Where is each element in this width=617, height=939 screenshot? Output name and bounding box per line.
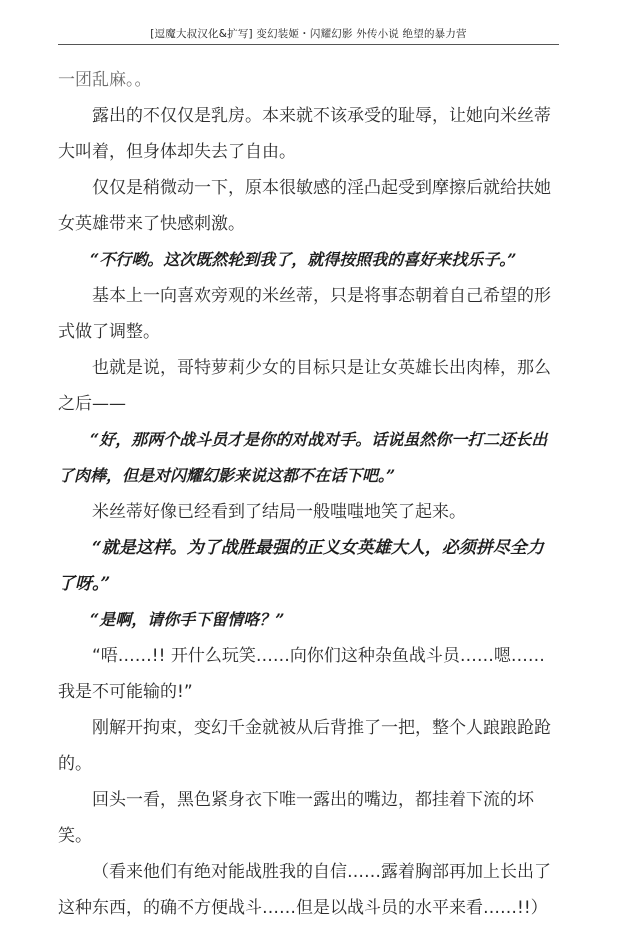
paragraph: 米丝蒂好像已经看到了结局一般嗤嗤地笑了起来。 — [92, 502, 466, 522]
dialogue-line: “不行哟。这次既然轮到我了，就得按照我的喜好来找乐子。” — [90, 250, 517, 269]
paragraph: 刚解开拘束，变幻千金就被从后背推了一把，整个人踉踉跄跄的。 — [58, 718, 551, 774]
paragraph: 也就是说，哥特萝莉少女的目标只是让女英雄长出肉棒，那么之后—— — [58, 358, 551, 414]
page-header — [58, 0, 559, 45]
document-body — [58, 62, 558, 926]
dialogue-line: “好，那两个战斗员才是你的对战对手。话说虽然你一打二还长出了肉棒，但是对闪耀幻影来说这都不在话下吧。” — [58, 430, 548, 485]
dialogue-line: “是啊，请你手下留情咯？” — [90, 610, 285, 629]
header-title: [逗魔大叔汉化&扩写] 变幻装姬・闪耀幻影 外传小说 绝望的暴力营 — [150, 28, 467, 40]
paragraph: 回头一看，黑色紧身衣下唯一露出的嘴边，都挂着下流的坏笑。 — [58, 790, 534, 846]
paragraph: 一团乱麻。。 — [58, 70, 152, 90]
dialogue-line: “就是这样。为了战胜最强的正义女英雄大人，必须拼尽全力了呀。” — [58, 538, 544, 594]
paragraph: 仅仅是稍微动一下，原本很敏感的淫凸起受到摩擦后就给扶她女英雄带来了快感刺激。 — [58, 178, 551, 234]
paragraph: “唔……!! 开什么玩笑……向你们这种杂鱼战斗员……嗯……我是不可能输的!” — [58, 646, 545, 702]
paragraph: （看来他们有绝对能战胜我的自信……露着胸部再加上长出了这种东西，的确不方便战斗……但是以战斗员的水平来看……!!） — [58, 862, 551, 918]
paragraph: 露出的不仅仅是乳房。本来就不该承受的耻辱，让她向米丝蒂大叫着，但身体却失去了自由。 — [58, 106, 551, 162]
paragraph: 基本上一向喜欢旁观的米丝蒂，只是将事态朝着自己希望的形式做了调整。 — [58, 286, 551, 342]
